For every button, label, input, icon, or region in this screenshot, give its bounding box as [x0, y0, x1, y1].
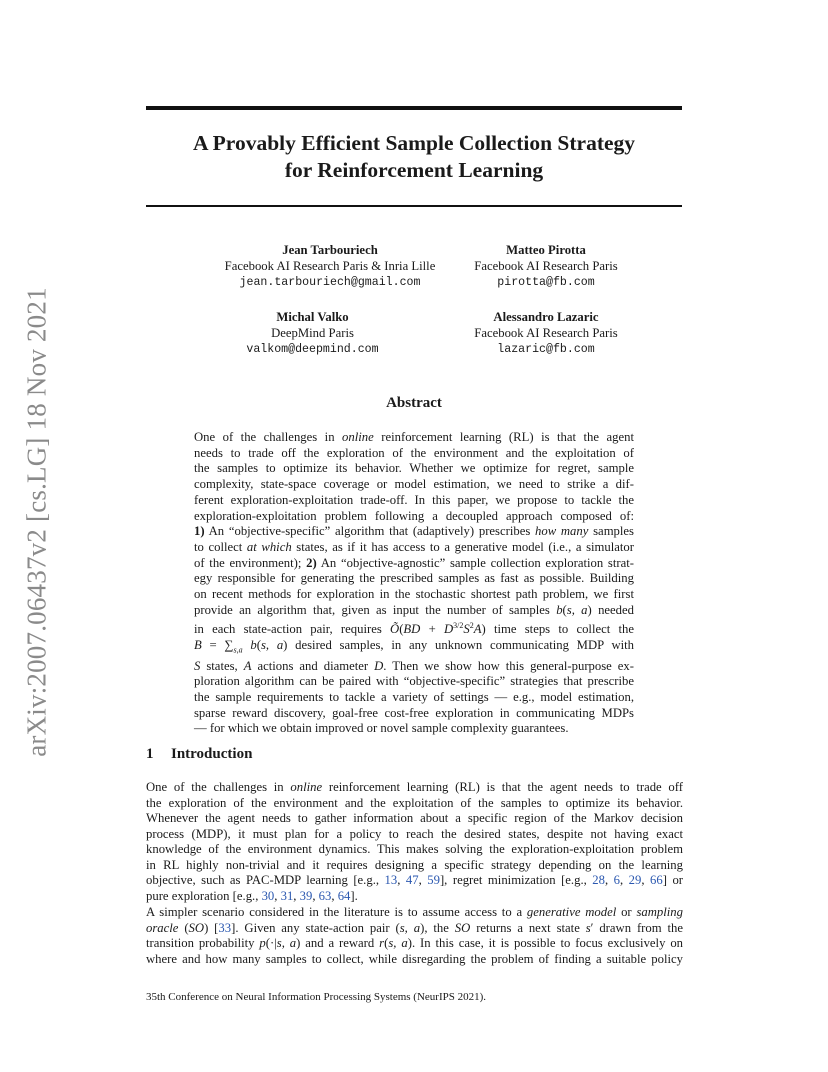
citation-link[interactable]: 59: [427, 873, 440, 887]
author-name: Michal Valko: [276, 310, 349, 324]
author-email[interactable]: pirotta@fb.com: [497, 275, 595, 289]
abstract-line: provide an algorithm that, given as input the number of samples b(s, a) needed: [194, 602, 634, 617]
author-email[interactable]: lazaric@fb.com: [497, 342, 595, 356]
paragraph-line: One of the challenges in online reinforcement learning (RL) is that the agent needs to trade off: [146, 780, 683, 794]
paragraph-line: Whenever the agent needs to gather information about a specific region of the Markov decision: [146, 811, 683, 825]
citation-link[interactable]: 6: [613, 873, 620, 887]
author-affiliation: Facebook AI Research Paris & Inria Lille: [224, 258, 436, 273]
author-block: [200, 243, 460, 290]
citation-link[interactable]: 64: [337, 888, 351, 903]
arxiv-identifier: arXiv:2007.06437v2 [cs.LG] 18 Nov 2021: [21, 287, 52, 757]
abstract-line: to collect at which states, as if it has access to a generative model (i.e., a simulator: [194, 539, 634, 554]
abstract-line: on recent methods for exploration in the stochastic shortest path problem, we first: [194, 587, 634, 602]
abstract-line: 1) An “objective-specific” algorithm that (adaptively) prescribes how many samples: [194, 524, 634, 539]
paper-title: [146, 130, 682, 184]
title-rule-bottom: [146, 205, 682, 207]
citation-link[interactable]: 47: [405, 873, 419, 887]
abstract-line: exploration-exploitation problem following a decoupled approach composed of:: [194, 508, 634, 523]
abstract-line: ferent exploration-exploitation trade-off. In this paper, we propose to tackle the: [194, 492, 634, 507]
title-line-1: A Provably Efficient Sample Collection Strategy: [192, 131, 636, 155]
abstract-line: complexity, state-space coverage or model estimation, we need to strike a dif-: [194, 477, 634, 492]
abstract-line: $B = \sum_{s,a}$ b(s, a) desired samples, in any unknown communicating MDP with: [194, 638, 635, 655]
citation-link[interactable]: 29: [628, 873, 642, 887]
citation-link[interactable]: 33: [218, 920, 232, 935]
intro-paragraph-1: [146, 780, 683, 904]
paragraph-line: oracle (SO) [33]. Given any state-action pair (s, a), the SO returns a next state s′ drawn from the: [146, 920, 683, 935]
author-affiliation: Facebook AI Research Paris: [474, 258, 618, 273]
paragraph-line: pure exploration [e.g., 30, 31, 39, 63, 64].: [146, 888, 358, 903]
paragraph-line: A simpler scenario considered in the literature is to assume access to a generative model or sampling: [146, 905, 683, 919]
abstract-line: S states, A actions and diameter D. Then we show how this general-purpose ex-: [194, 658, 634, 673]
abstract-heading: Abstract: [386, 395, 442, 411]
paragraph-line: where and how many samples to collect, while disregarding the problem of finding a suitable policy: [146, 951, 683, 966]
author-name: Jean Tarbouriech: [282, 243, 378, 257]
abstract-line: egy responsible for generating the prescribed samples as fast as possible. Building: [194, 571, 634, 586]
author-name: Matteo Pirotta: [506, 243, 586, 257]
section-title: Introduction: [171, 746, 253, 762]
author-block: [200, 310, 425, 357]
arxiv-sidebar: [14, 272, 60, 772]
abstract-line: the samples to optimize its behavior. Whether we optimize for regret, sample: [194, 461, 634, 476]
abstract-line: ploration algorithm can be paired with “objective-specific” strategies that prescribe: [194, 674, 634, 689]
abstract-line: the sample requirements to tackle a variety of settings — e.g., model estimation,: [194, 690, 634, 705]
abstract-body: [194, 430, 634, 737]
citation-link[interactable]: 30: [261, 888, 275, 903]
author-name: Alessandro Lazaric: [493, 310, 599, 324]
author-block: [462, 310, 630, 357]
citation-link[interactable]: 66: [650, 873, 663, 887]
citation-link[interactable]: 39: [299, 888, 313, 903]
paragraph-line: the exploration of the environment and the exploitation of the samples to optimize its behavior.: [146, 795, 683, 810]
paragraph-line: objective, such as PAC-MDP learning [e.g., 13, 47, 59], regret minimization [e.g., 28, 6, 29, 66] or: [146, 873, 684, 887]
author-email[interactable]: valkom@deepmind.com: [246, 342, 379, 356]
author-affiliation: DeepMind Paris: [271, 325, 354, 340]
conference-footnote: 35th Conference on Neural Information Processing Systems (NeurIPS 2021).: [146, 991, 487, 1003]
section-heading-introduction: [146, 746, 252, 763]
paragraph-line: in RL highly non-trivial and it requires designing a specific strategy depending on the learning: [146, 857, 683, 872]
abstract-line: in each state-action pair, requires Õ(BD + $D^{3/2}S^2A$) time steps to collect the: [194, 621, 634, 637]
abstract-line: — for which we obtain improved or novel sample complexity guarantees.: [194, 721, 569, 736]
citation-link[interactable]: 28: [592, 873, 605, 887]
abstract-line: One of the challenges in online reinforcement learning (RL) is that the agent: [194, 430, 634, 444]
intro-paragraph-2: [146, 905, 683, 967]
citation-link[interactable]: 31: [280, 888, 294, 903]
author-block: [462, 243, 630, 290]
author-affiliation: Facebook AI Research Paris: [474, 325, 618, 340]
paragraph-line: process (MDP), it must plan for a policy to reach the desired states, despite not having exact: [146, 826, 683, 841]
title-line-2: for Reinforcement Learning: [284, 158, 544, 182]
citation-link[interactable]: 13: [384, 873, 398, 887]
title-rule-top: [146, 106, 682, 110]
abstract-line: of the environment); 2) An “objective-agnostic” sample collection exploration strat-: [194, 555, 634, 570]
section-number: 1: [146, 746, 154, 762]
paragraph-line: transition probability p(·|s, a) and a reward r(s, a). In this case, it is possible to focus exclusively on: [146, 936, 684, 950]
abstract-line: needs to trade off the exploration of the environment and the exploitation of: [194, 445, 634, 460]
citation-link[interactable]: 63: [318, 888, 332, 903]
paragraph-line: knowledge of the environment dynamics. This makes solving the exploration-exploitation problem: [146, 842, 683, 856]
abstract-line: sparse reward discovery, goal-free cost-free exploration in communicating MDPs: [194, 705, 634, 720]
author-email[interactable]: jean.tarbouriech@gmail.com: [239, 275, 421, 289]
